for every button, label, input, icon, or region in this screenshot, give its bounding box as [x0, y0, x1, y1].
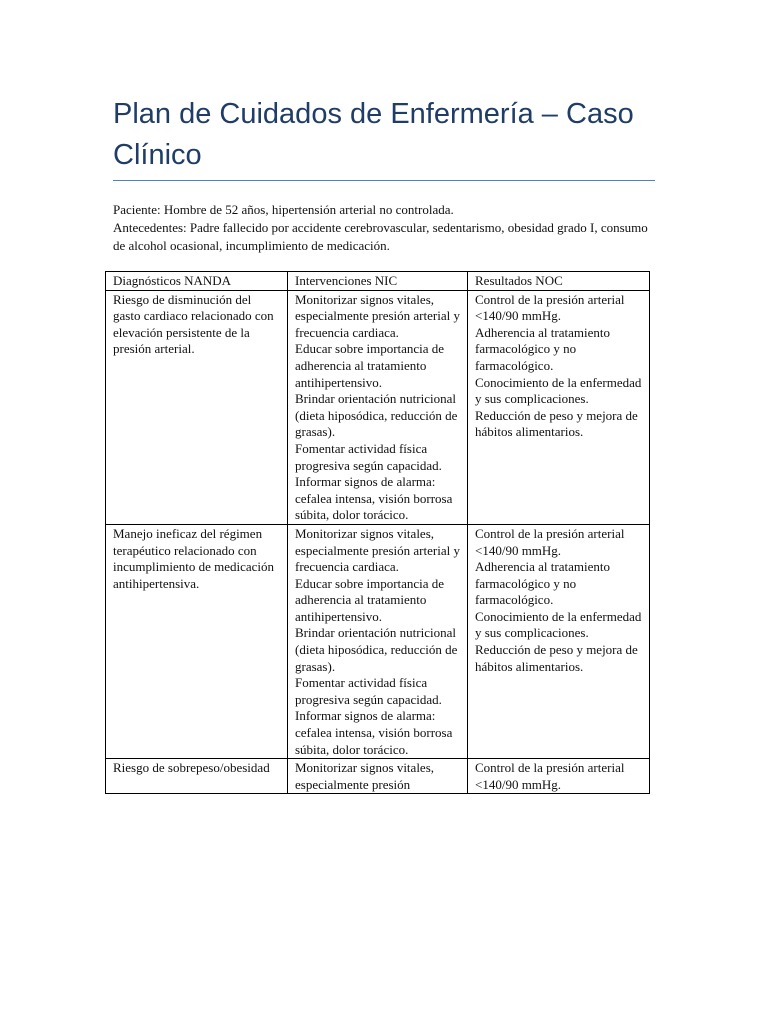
table-row — [106, 290, 650, 524]
intervention-item: Educar sobre importancia de adherencia al tratamiento antihipertensivo. — [295, 575, 445, 624]
interventions-cell — [288, 759, 468, 794]
interventions-cell — [288, 290, 468, 524]
outcome-item: Control de la presión arterial <140/90 mmHg. — [475, 525, 625, 558]
intervention-item: Monitorizar signos vitales, especialmente presión — [295, 760, 435, 792]
header-noc: Resultados NOC — [468, 272, 650, 291]
outcome-item: Conocimiento de la enfermedad y sus complicaciones. — [475, 608, 642, 641]
outcomes-cell — [468, 290, 650, 524]
diagnosis-cell — [106, 290, 288, 524]
page-title: Plan de Cuidados de Enfermería – Caso Clínico — [113, 98, 634, 171]
header-nanda: Diagnósticos NANDA — [106, 272, 288, 291]
diagnosis-cell — [106, 759, 288, 794]
outcome-item: Control de la presión arterial <140/90 mmHg. — [475, 291, 625, 324]
table-row — [106, 759, 650, 794]
outcomes-cell — [468, 524, 650, 758]
intervention-item: Brindar orientación nutricional (dieta hiposódica, reducción de grasas). — [295, 625, 458, 674]
intervention-item: Fomentar actividad física progresiva según capacidad. — [295, 675, 442, 707]
outcome-item: Reducción de peso y mejora de hábitos alimentarios. — [475, 407, 638, 440]
history-text: Antecedentes: Padre fallecido por accidente cerebrovascular, sedentarismo, obesidad grado I, consumo de alcohol ocasional, incumplimiento de medicación. — [113, 220, 648, 253]
diagnosis-text: Riesgo de sobrepeso/obesidad — [113, 760, 270, 776]
outcomes-cell — [468, 759, 650, 794]
table-header-row — [106, 272, 650, 291]
outcome-item: Adherencia al tratamiento farmacológico y no farmacológico. — [475, 324, 610, 373]
intervention-item: Informar signos de alarma: cefalea intensa, visión borrosa súbita, dolor torácico. — [295, 474, 453, 523]
case-intro — [113, 201, 658, 255]
diagnosis-text: Riesgo de disminución del gasto cardiaco relacionado con elevación persistente de la presión arterial. — [113, 291, 274, 357]
intervention-item: Brindar orientación nutricional (dieta hiposódica, reducción de grasas). — [295, 391, 458, 440]
outcome-item: Conocimiento de la enfermedad y sus complicaciones. — [475, 374, 642, 407]
care-plan-table — [105, 271, 650, 794]
outcome-item: Adherencia al tratamiento farmacológico y no farmacológico. — [475, 559, 610, 608]
title-divider — [113, 180, 655, 181]
table-row — [106, 524, 650, 758]
diagnosis-text: Manejo ineficaz del régimen terapéutico relacionado con incumplimiento de medicación antihipertensiva. — [113, 525, 275, 591]
diagnosis-cell — [106, 524, 288, 758]
interventions-cell — [288, 524, 468, 758]
patient-text: Paciente: Hombre de 52 años, hipertensión arterial no controlada. — [113, 202, 454, 217]
intervention-item: Fomentar actividad física progresiva según capacidad. — [295, 440, 442, 473]
header-nic: Intervenciones NIC — [288, 272, 468, 291]
outcome-item: Reducción de peso y mejora de hábitos alimentarios. — [475, 642, 638, 674]
intervention-item: Monitorizar signos vitales, especialmente presión arterial y frecuencia cardiaca. — [295, 525, 460, 575]
intervention-item: Educar sobre importancia de adherencia al tratamiento antihipertensivo. — [295, 341, 445, 390]
outcome-item: Control de la presión arterial <140/90 mmHg. — [475, 760, 625, 792]
intervention-item: Informar signos de alarma: cefalea intensa, visión borrosa súbita, dolor torácico. — [295, 708, 453, 757]
intervention-item: Monitorizar signos vitales, especialmente presión arterial y frecuencia cardiaca. — [295, 291, 460, 340]
